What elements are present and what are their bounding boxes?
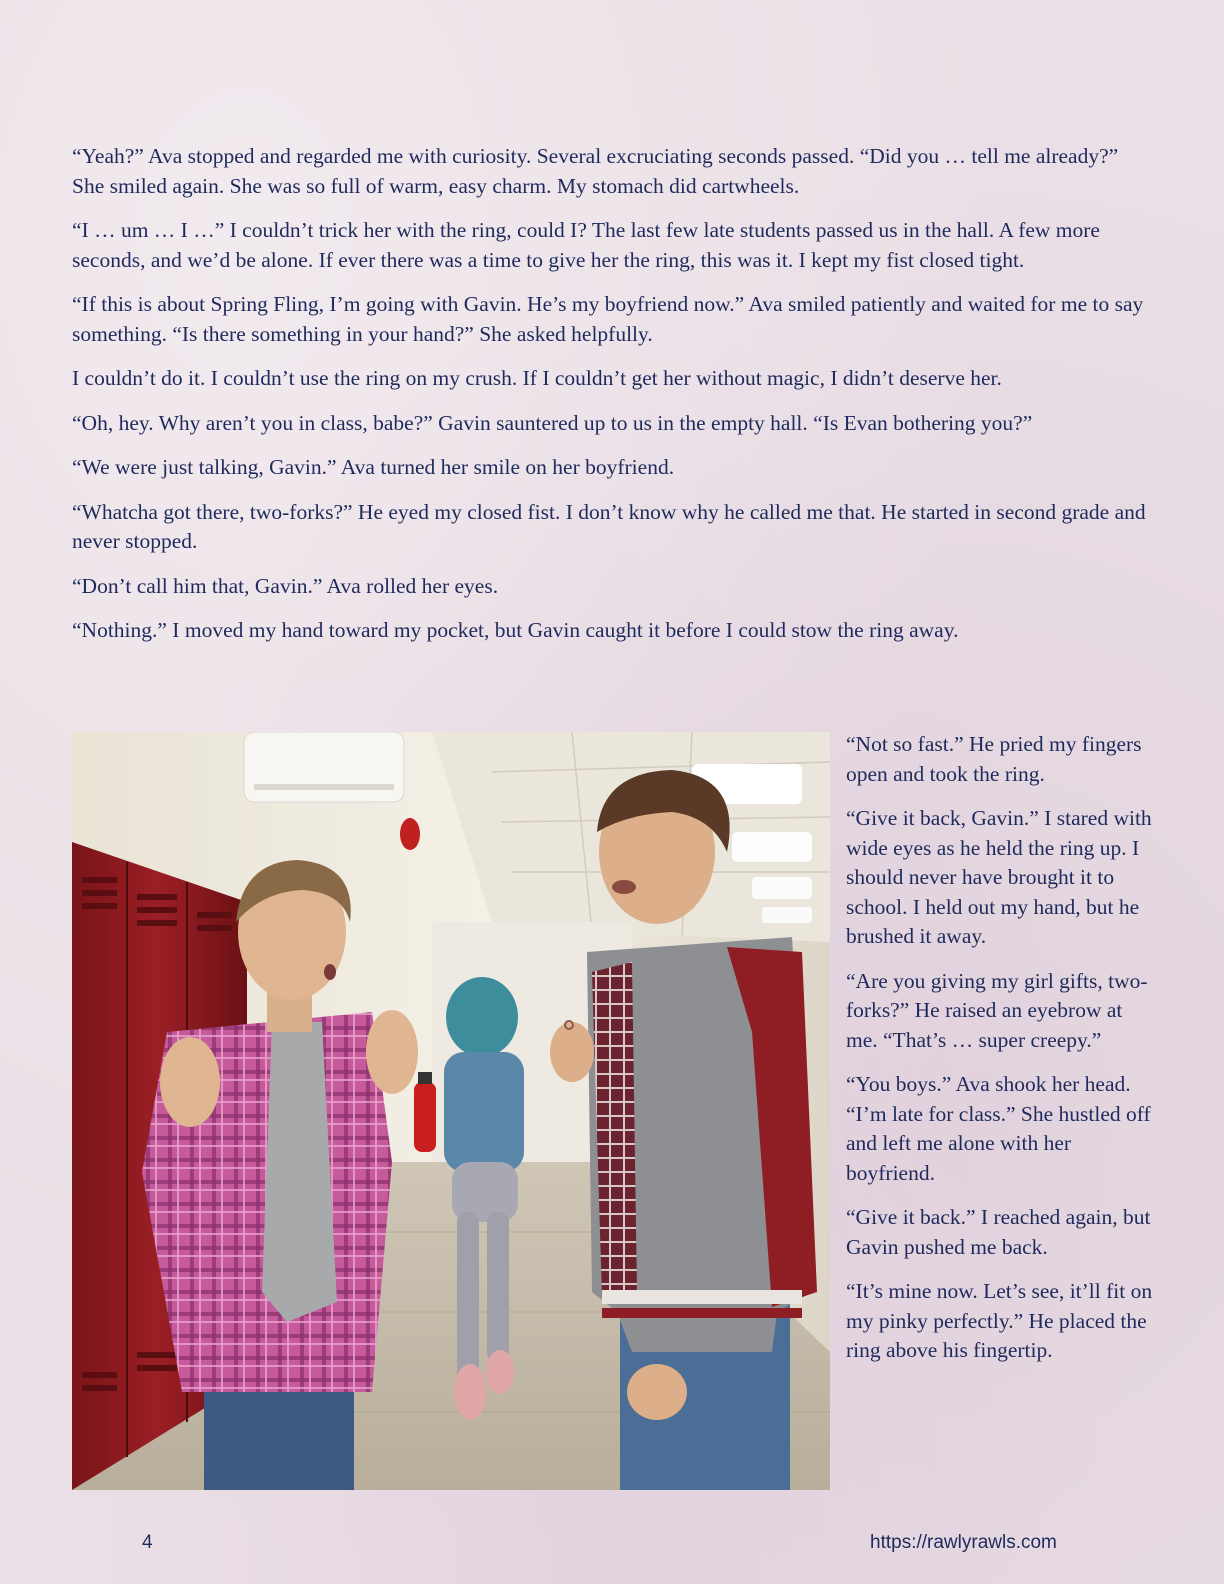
paragraph: “Not so fast.” He pried my fingers open and took the ring. <box>846 732 1142 786</box>
story-text-top <box>72 142 1152 661</box>
paragraph: “If this is about Spring Fling, I’m going with Gavin. He’s my boyfriend now.” Ava smiled patiently and waited for me to say something. “Is there something in your hand?” She asked helpfully. <box>72 292 1144 346</box>
paragraph: “I … um … I …” I couldn’t trick her with the ring, could I? The last few late students passed us in the hall. A few more seconds, and we’d be alone. If ever there was a time to give her the ring, this was it. I kept my fist closed tight. <box>72 218 1100 272</box>
paragraph: “Whatcha got there, two-forks?” He eyed my closed fist. I don’t know why he called me that. He started in second grade and never stopped. <box>72 499 1146 553</box>
hallway-illustration <box>72 732 830 1490</box>
paragraph: “Oh, hey. Why aren’t you in class, babe?” Gavin sauntered up to us in the empty hall. “Is Evan bothering you?” <box>72 410 1033 435</box>
page-number: 4 <box>142 1532 153 1553</box>
paragraph: “Don’t call him that, Gavin.” Ava rolled her eyes. <box>72 573 499 598</box>
paragraph: I couldn’t do it. I couldn’t use the ring on my crush. If I couldn’t get her without magic, I didn’t deserve her. <box>72 366 1002 390</box>
website-link[interactable]: https://rawlyrawls.com <box>870 1532 1057 1553</box>
story-text-side <box>846 730 1156 1381</box>
paragraph: “We were just talking, Gavin.” Ava turned her smile on her boyfriend. <box>72 455 675 479</box>
paragraph: “Give it back.” I reached again, but Gavin pushed me back. <box>846 1205 1151 1259</box>
paragraph: “Nothing.” I moved my hand toward my pocket, but Gavin caught it before I could stow the ring away. <box>72 618 959 642</box>
paragraph: “Yeah?” Ava stopped and regarded me with curiosity. Several excruciating seconds passed. “Did you … tell me already?” She smiled again. She was so full of warm, easy charm. My stomach did cartwheels. <box>72 144 1119 198</box>
paragraph: “It’s mine now. Let’s see, it’ll fit on my pinky perfectly.” He placed the ring above his fingertip. <box>846 1279 1153 1362</box>
paragraph: “Give it back, Gavin.” I stared with wide eyes as he held the ring up. I should never have brought it to school. I held out my hand, but he brushed it away. <box>846 806 1152 948</box>
paragraph: “Are you giving my girl gifts, two-forks?” He raised an eyebrow at me. “That’s … super creepy.” <box>846 968 1148 1052</box>
paragraph: “You boys.” Ava shook her head. “I’m late for class.” She hustled off and left me alone with her boyfriend. <box>846 1072 1151 1185</box>
